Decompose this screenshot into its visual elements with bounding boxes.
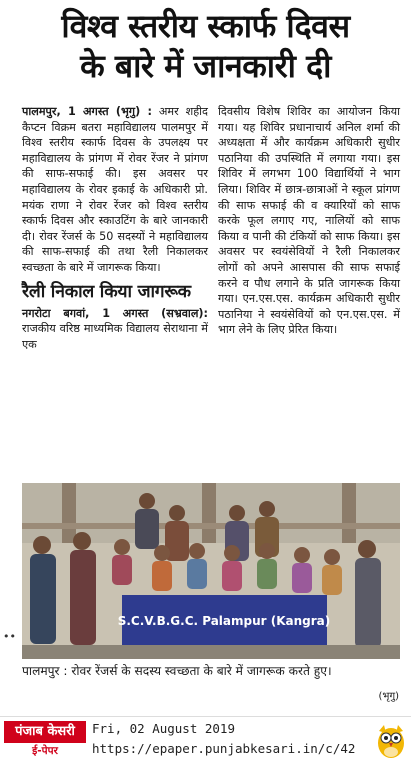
story2-body-start: राजकीय वरिष्ठ माध्यमिक विद्यालय सेराथाना में एक — [22, 322, 208, 351]
logo-title: पंजाब केसरी — [4, 721, 86, 743]
story2-subhead: रैली निकाल किया जागरूक — [22, 281, 191, 302]
owl-mascot-icon — [376, 723, 406, 759]
epaper-url-link[interactable]: https://epaper.punjabkesari.in/c/42 — [92, 741, 356, 756]
headline-line-1: विश्व स्तरीय स्कार्फ दिवस — [61, 7, 350, 45]
page-marker: •• — [3, 630, 16, 643]
banner-text: S.C.V.B.G.C. Palampur (Kangra) — [117, 614, 331, 628]
group-photo-illustration — [22, 483, 400, 659]
story2-paragraph — [22, 306, 208, 353]
punjab-kesari-logo[interactable] — [4, 721, 86, 759]
article-column-right — [218, 104, 400, 338]
news-photo — [22, 483, 400, 659]
article-column-left — [22, 104, 208, 352]
epaper-footer — [0, 716, 411, 766]
headline — [0, 6, 411, 86]
story1-paragraph — [22, 104, 208, 276]
story1-dateline: पालमपुर, 1 अगस्त (भृगु) : — [22, 105, 152, 118]
story1-body: अमर शहीद कैप्टन विक्रम बतरा महाविद्यालय पालमपुर में विश्व स्तरीय स्कार्फ दिवस के उपलक्ष्य पर महाविद्यालय के प्रांगण में रोवर रेंजर ने प्रांगण की साफ-सफाई की। इस अवसर पर महाविद्यालय के रोवर इकाई के अधिकारी प्रो. मयंक राणा ने रोवर रेंजर को विश्व स्तरीय स्कार्फ दिवस और स्काउटिंग के बारे जानकारी दी। रोवर रेंजर्स के 50 सदस्यों ने महाविद्यालय की साफ-सफाई की तथा रैली निकालकर स्वच्छता के बारे में जागरूक किया। — [22, 105, 208, 274]
story2-dateline: नगरोटा बगवां, 1 अगस्त (सभ्रवाल): — [22, 306, 208, 320]
edition-date: Fri, 02 August 2019 — [92, 721, 235, 736]
photo-credit: (भृगु) — [378, 691, 399, 702]
photo-caption: पालमपुर : रोवर रेंजर्स के सदस्य स्वच्छता के बारे में जागरूक करते हुए। — [22, 664, 332, 678]
logo-subtitle: ई-पेपर — [32, 745, 58, 757]
story2-body-continued: दिवसीय विशेष शिविर का आयोजन किया गया। यह शिविर प्रधानाचार्य अनिल शर्मा की अध्यक्षता में और कार्यक्रम अधिकारी सुधीर पठानिया की उपस्थिति में लगाया गया। इस शिविर में लगभग 100 विद्यार्थियों ने भाग लिया। शिविर में छात्र-छात्राओं ने स्कूल प्रांगण की साफ सफाई की व क्यारियों को साफ करके फूल लगाए गए, नालियों को साफ किया व पानी की टंकियों को साफ किया। इस अवसर पर स्वयंसेवियों ने रैली निकालकर लोगों को अपने आसपास की साफ सफाई करने व पौध लगाने के प्रति जागरूक किया गया। एन.एस.एस. कार्यक्रम अधिकारी सुधीर पठानिया ने स्वयंसेवियों को एन.एस.एस. में भाग लेने के लिए प्रेरित किया। — [218, 105, 400, 337]
headline-line-2: के बारे में जानकारी दी — [80, 47, 331, 85]
